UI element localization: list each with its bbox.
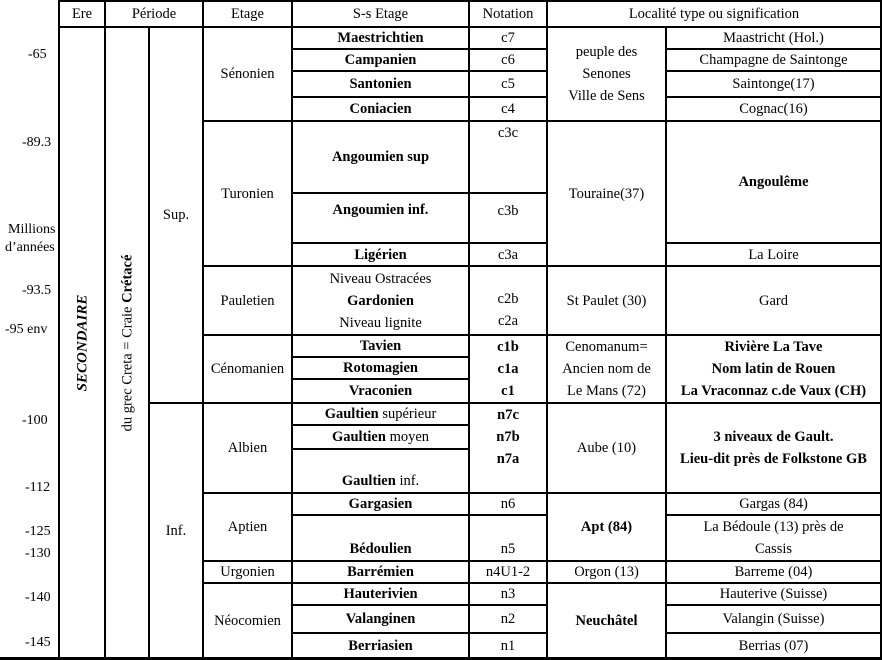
- localite-cognac: Cognac(16): [667, 98, 880, 120]
- etage-aptien: Aptien: [204, 494, 291, 560]
- etage-senonien: Sénonien: [204, 28, 291, 120]
- header-ere: Ere: [60, 2, 104, 26]
- notation-n2: n2: [470, 606, 546, 632]
- ss-gaultien-qualifier: supérieur: [378, 406, 437, 422]
- signification-orgon: Orgon (13): [548, 562, 665, 582]
- notation-c1a: c1a: [497, 361, 519, 377]
- ss-gaultien-inf: [293, 450, 468, 492]
- periode-etymology: du grec Creta = Craie: [119, 305, 136, 431]
- notation-c3a: c3a: [470, 244, 546, 265]
- etage-turonien: Turonien: [204, 122, 291, 265]
- ss-gaultien-qualifier: moyen: [385, 429, 430, 445]
- localite-rouen: Nom latin de Rouen: [711, 361, 836, 377]
- etage-neocomien: Néocomien: [204, 584, 291, 657]
- notation-c6: c6: [470, 50, 546, 70]
- age-tick: -100: [22, 413, 48, 428]
- header-ss-etage: S-s Etage: [293, 2, 468, 26]
- header-notation: Notation: [470, 2, 546, 26]
- localite-loire: La Loire: [667, 244, 880, 265]
- localite-champagne: Champagne de Saintonge: [667, 50, 880, 70]
- notation-n3: n3: [470, 584, 546, 604]
- signification-apt: Apt (84): [548, 494, 665, 560]
- notation-c1b: c1b: [497, 339, 519, 355]
- age-tick: -89.3: [22, 135, 52, 150]
- ss-gaultien: Gaultien: [341, 473, 396, 489]
- etage-urgonien: Urgonien: [204, 562, 291, 582]
- periode-label: [116, 254, 138, 431]
- periode-sup: Sup.: [150, 28, 202, 402]
- ss-gaultien-qualifier: inf.: [395, 473, 420, 489]
- ss-gaultien: Gaultien: [324, 406, 379, 422]
- notation-albien-group: [470, 404, 546, 492]
- periode-name: Crétacé: [119, 254, 136, 303]
- age-tick: -125: [25, 524, 51, 539]
- age-tick: -93.5: [22, 283, 52, 298]
- ss-niveau-ostracees: Niveau Ostracées: [329, 270, 432, 287]
- notation-n7c: n7c: [497, 407, 519, 423]
- age-tick: -112: [25, 480, 51, 495]
- localite-gargas: Gargas (84): [667, 494, 880, 514]
- localite-hauterive: Hauterive (Suisse): [667, 584, 880, 604]
- ss-ligerien: Ligérien: [293, 244, 468, 265]
- notation-c3c: c3c: [470, 122, 546, 192]
- ss-barremien: Barrémien: [293, 562, 468, 582]
- ss-bedoulien: Bédoulien: [293, 516, 468, 560]
- notation-cenomanien-group: [470, 336, 546, 402]
- localite-tave: Rivière La Tave: [724, 339, 823, 355]
- age-tick: -130: [25, 546, 51, 561]
- age-tick: -140: [25, 590, 51, 605]
- header-etage: Etage: [204, 2, 291, 26]
- localite-gault: 3 niveaux de Gault. Lieu-dit près de Folkstone GB: [667, 404, 880, 492]
- localite-berrias: Berrias (07): [667, 634, 880, 657]
- notation-c1: c1: [501, 383, 515, 399]
- ss-coniacien: Coniacien: [293, 98, 468, 120]
- ss-niveau-lignite: Niveau lignite: [339, 314, 422, 331]
- ss-vraconien: Vraconien: [293, 380, 468, 402]
- notation-n5: n5: [470, 516, 546, 560]
- etage-cenomanien: Cénomanien: [204, 336, 291, 402]
- signification-neuchatel: Neuchâtel: [548, 584, 665, 657]
- ss-gargasien: Gargasien: [293, 494, 468, 514]
- ss-rotomagien: Rotomagien: [293, 358, 468, 378]
- ss-tavien: Tavien: [293, 336, 468, 356]
- notation-n7a: n7a: [496, 451, 520, 467]
- header-periode: Période: [106, 2, 202, 26]
- notation-c5: c5: [470, 72, 546, 96]
- signification-st-paulet: St Paulet (30): [548, 267, 665, 334]
- ss-angoumien-sup: Angoumien sup: [293, 122, 468, 192]
- localite-barreme: Barreme (04): [667, 562, 880, 582]
- periode-cell: [106, 28, 148, 657]
- etage-pauletien: Pauletien: [204, 267, 291, 334]
- signification-cenomanum: Cenomanum= Ancien nom de Le Mans (72): [548, 336, 665, 402]
- notation-n6: n6: [470, 494, 546, 514]
- ss-berriasien: Berriasien: [293, 634, 468, 657]
- ss-hauterivien: Hauterivien: [293, 584, 468, 604]
- localite-angouleme: Angoulême: [667, 122, 880, 242]
- notation-c3b: c3b: [470, 194, 546, 242]
- ss-santonien: Santonien: [293, 72, 468, 96]
- ss-campanien: Campanien: [293, 50, 468, 70]
- notation-pauletien-group: [470, 267, 546, 334]
- notation-n1: n1: [470, 634, 546, 657]
- localite-gard: Gard: [667, 267, 880, 334]
- ere-cell: [60, 28, 104, 657]
- ss-gardonien: Gardonien: [347, 292, 414, 309]
- ere-name: SECONDAIRE: [74, 294, 91, 391]
- signification-senones: peuple des Senones Ville de Sens: [548, 28, 665, 120]
- age-tick: -145: [25, 635, 51, 650]
- notation-n4: n4U1-2: [470, 562, 546, 582]
- periode-inf: Inf.: [150, 404, 202, 657]
- age-tick: -95 env: [5, 322, 48, 337]
- ss-gaultien-moyen: [293, 426, 468, 448]
- notation-c7: c7: [470, 28, 546, 48]
- age-tick: -65: [28, 47, 47, 62]
- notation-c2a: c2a: [497, 313, 519, 329]
- ss-angoumien-inf: Angoumien inf.: [293, 194, 468, 242]
- localite-bedoule: La Bédoule (13) près de Cassis: [667, 516, 880, 560]
- etage-albien: Albien: [204, 404, 291, 492]
- notation-c4: c4: [470, 98, 546, 120]
- ss-gaultien: Gaultien: [331, 429, 386, 445]
- ss-gaultien-sup: [293, 404, 468, 424]
- notation-n7b: n7b: [496, 429, 520, 445]
- ss-pauletien-group: [293, 267, 468, 334]
- localite-cenomanien-group: [667, 336, 880, 402]
- notation-c2b: c2b: [497, 291, 519, 307]
- header-localite: Localité type ou signification: [548, 2, 880, 26]
- signification-aube: Aube (10): [548, 404, 665, 492]
- age-unit-label: d’années: [5, 240, 55, 255]
- localite-saintonge: Saintonge(17): [667, 72, 880, 96]
- localite-maastricht: Maastricht (Hol.): [667, 28, 880, 48]
- localite-vraconnaz: La Vraconnaz c.de Vaux (CH): [680, 383, 867, 399]
- ss-valanginen: Valanginen: [293, 606, 468, 632]
- signification-touraine: Touraine(37): [548, 122, 665, 265]
- ss-maestrichtien: Maestrichtien: [293, 28, 468, 48]
- localite-valangin: Valangin (Suisse): [667, 606, 880, 632]
- age-unit-label: Millions: [8, 222, 56, 237]
